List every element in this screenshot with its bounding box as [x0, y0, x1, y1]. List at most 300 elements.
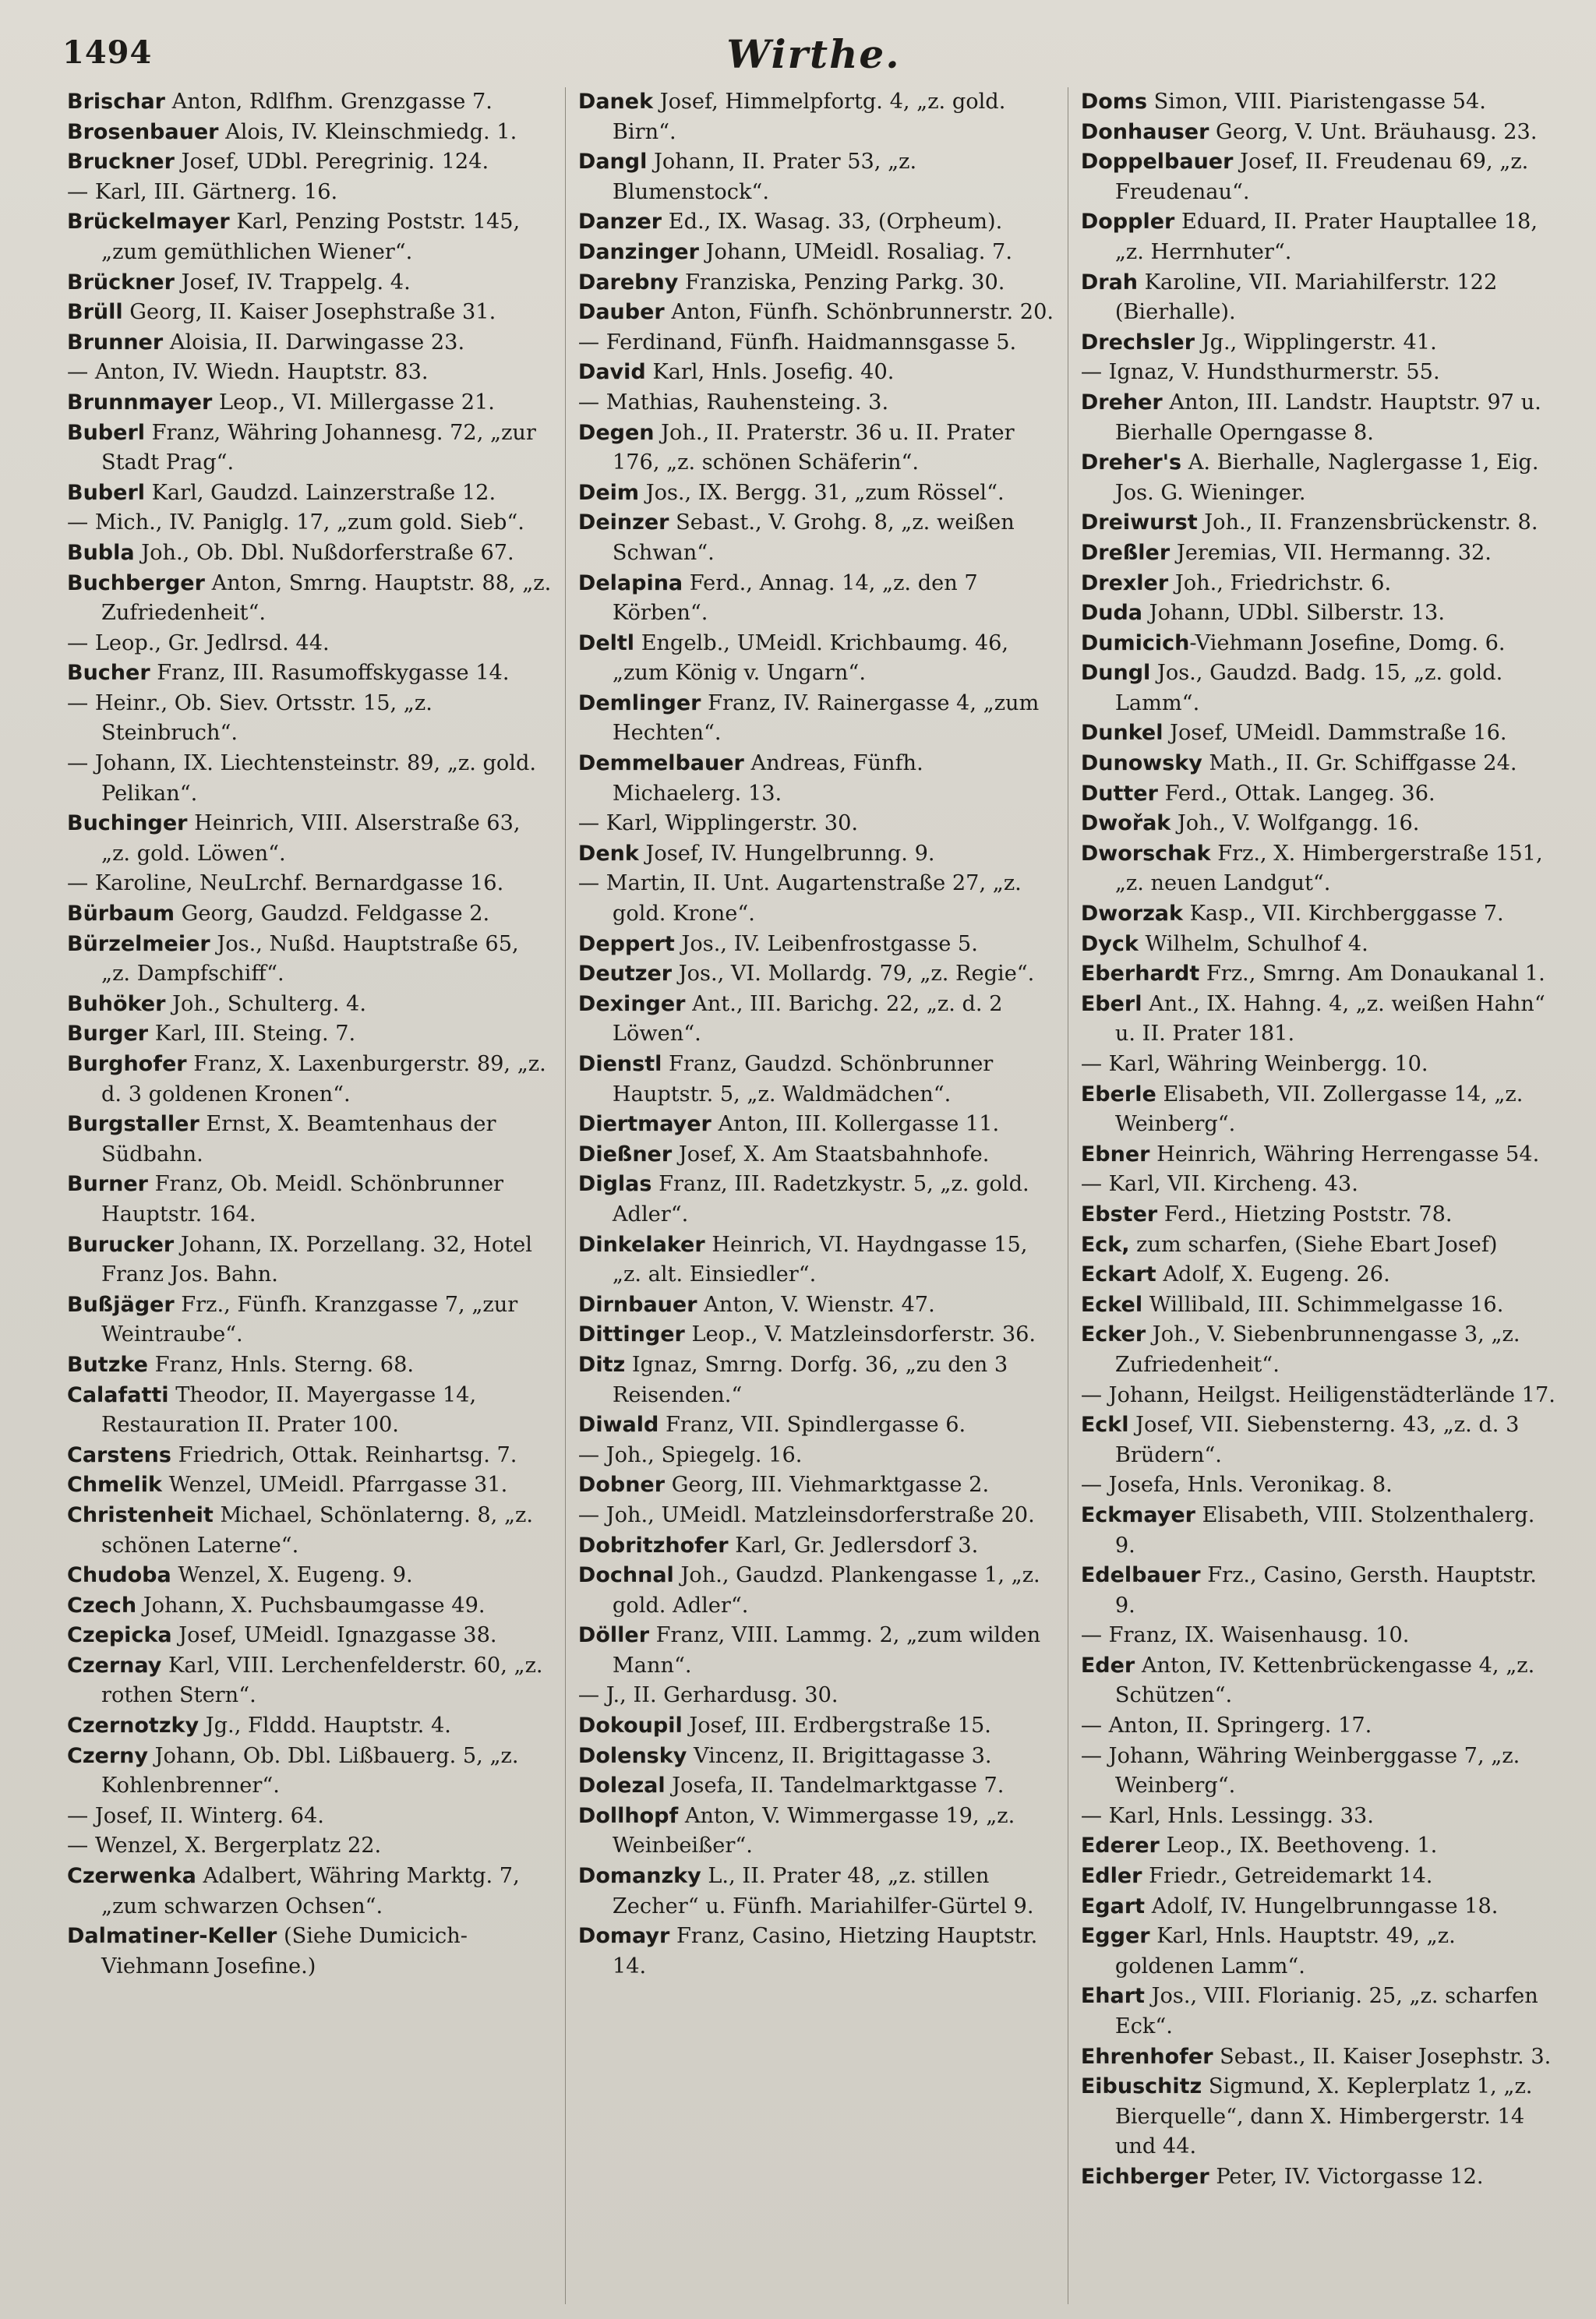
entry-name: Bruckner	[67, 150, 175, 175]
directory-entry	[578, 869, 1057, 929]
entry-details: Leop., V. Matzleinsdorferstr. 36.	[684, 1322, 1036, 1347]
entry-details: Adolf, IV. Hungelbrunngasse 18.	[1145, 1894, 1499, 1918]
entry-details: Jos., IV. Leibenfrostgasse 5.	[674, 931, 978, 956]
entry-details: — J., II. Gerhardusg. 30.	[577, 1683, 839, 1708]
entry-details: — Karl, III. Gärtnerg. 16.	[67, 179, 338, 204]
entry-name: Eder	[1080, 1653, 1135, 1678]
entry-name: Dungl	[1080, 661, 1151, 686]
entry-name: Deltl	[577, 630, 635, 655]
directory-entry	[67, 268, 554, 298]
column-1	[62, 87, 565, 2304]
entry-name: Deim	[577, 480, 640, 505]
directory-entry	[1081, 1922, 1559, 1982]
entry-details: Anton, Smrng. Hauptstr. 88, „z. Zufriedenheit“.	[101, 570, 552, 626]
entry-name: Diglas	[577, 1172, 652, 1197]
entry-name: Deutzer	[577, 962, 673, 987]
entry-details: Georg, V. Unt. Bräuhausg. 23.	[1209, 119, 1538, 144]
entry-name: Dolensky	[577, 1743, 687, 1768]
directory-entry	[578, 1170, 1057, 1230]
directory-entry	[1081, 1742, 1559, 1802]
directory-entry	[1081, 1802, 1559, 1832]
directory-entry	[67, 118, 554, 148]
entry-details: Josef, IV. Hungelbrunng. 9.	[638, 841, 935, 866]
directory-entry	[578, 1862, 1057, 1922]
entry-details: Leop., IX. Beethoveng. 1.	[1159, 1834, 1438, 1858]
entry-details: Anton, V. Wimmergasse 19, „z. Weinbeißer“.	[612, 1803, 1015, 1858]
directory-entry	[578, 1230, 1057, 1290]
directory-entry	[578, 207, 1057, 238]
entry-name: Czech	[67, 1593, 137, 1618]
entry-name: Czerwenka	[67, 1864, 196, 1889]
directory-entry	[67, 328, 554, 358]
entry-name: Dumicich	[1080, 630, 1190, 655]
entry-name: Dittinger	[577, 1322, 685, 1347]
directory-entry	[1081, 930, 1559, 960]
entry-details: Jg., Wipplingerstr. 41.	[1195, 330, 1437, 355]
entry-details: Leop., VI. Millergasse 21.	[212, 390, 495, 415]
entry-name: Dauber	[577, 300, 665, 325]
entry-details: Anton, Fünfh. Schönbrunnerstr. 20.	[664, 300, 1054, 325]
entry-name: Drechsler	[1080, 330, 1195, 355]
entry-name: Ederer	[1080, 1834, 1160, 1858]
entry-name: Calafatti	[67, 1382, 169, 1407]
directory-entry	[578, 569, 1057, 629]
entry-name: Edler	[1080, 1864, 1142, 1889]
entry-name: Buberl	[67, 480, 146, 505]
entry-name: Dreher	[1080, 390, 1163, 415]
entry-details: Ant., IX. Hahng. 4, „z. weißen Hahn“ u. II. Prater 181.	[1114, 991, 1545, 1047]
directory-entry	[67, 869, 554, 899]
entry-details: Frz., Smrng. Am Donaukanal 1.	[1199, 962, 1545, 987]
entry-details: Johann, Ob. Dbl. Lißbauerg. 5, „z. Kohlenbrenner“.	[101, 1743, 519, 1798]
entry-name: Demlinger	[577, 690, 701, 715]
directory-entry	[578, 1711, 1057, 1742]
directory-entry	[578, 839, 1057, 870]
directory-entry	[1081, 1501, 1559, 1561]
entry-details: — Karl, VII. Kircheng. 43.	[1080, 1172, 1358, 1197]
directory-entry	[578, 147, 1057, 207]
entry-details: Anton, III. Kollergasse 11.	[711, 1112, 1000, 1137]
entry-name: Dyck	[1080, 931, 1139, 956]
entry-name: David	[577, 360, 646, 385]
entry-name: Buchberger	[67, 570, 205, 595]
entry-name: Bürbaum	[67, 902, 175, 927]
directory-entry	[67, 1350, 554, 1381]
directory-entry	[1081, 809, 1559, 839]
entry-name: Dolezal	[577, 1774, 666, 1798]
directory-entry	[1081, 388, 1559, 448]
entry-details: Frz., Fünfh. Kranzgasse 7, „zur Weintraube“.	[101, 1292, 518, 1347]
directory-entry	[578, 1561, 1057, 1621]
directory-entry	[1081, 718, 1559, 749]
directory-entry	[1081, 2042, 1559, 2073]
directory-entry	[1081, 1711, 1559, 1742]
directory-entry	[1081, 268, 1559, 328]
entry-details: (Siehe Dumicich-Viehmann Josefine.)	[101, 1924, 468, 1978]
entry-details: Ferd., Annag. 14, „z. den 7 Körben“.	[612, 570, 978, 626]
entry-name: Dunowsky	[1080, 751, 1202, 776]
directory-entry	[67, 478, 554, 509]
entry-details: Elisabeth, VII. Zollergasse 14, „z. Weinberg“.	[1114, 1082, 1524, 1137]
entry-details: — Johann, IX. Liechtensteinstr. 89, „z. gold. Pelikan“.	[67, 751, 537, 806]
entry-details: Johann, UMeidl. Rosaliag. 7.	[698, 239, 1012, 264]
entry-details: Franz, Gaudzd. Schönbrunner Hauptstr. 5, „z. Waldmädchen“.	[612, 1052, 994, 1107]
entry-name: Czerny	[67, 1743, 148, 1768]
entry-details: Franziska, Penzing Parkg. 30.	[678, 270, 1005, 295]
entry-name: Burner	[67, 1172, 148, 1197]
directory-entry	[1081, 1290, 1559, 1321]
entry-details: Jos., VI. Mollardg. 79, „z. Regie“.	[672, 962, 1035, 987]
entry-details: Josef, UMeidl. Dammstraße 16.	[1163, 721, 1507, 746]
entry-details: Franz, Hnls. Sterng. 68.	[147, 1352, 415, 1377]
entry-name: Egart	[1080, 1894, 1146, 1918]
entry-name: Brunnmayer	[67, 390, 213, 415]
entry-name: Ditz	[577, 1352, 626, 1377]
entry-details: Anton, III. Landstr. Hauptstr. 97 u. Bierhalle Operngasse 8.	[1114, 390, 1541, 445]
entry-name: Christenheit	[67, 1502, 214, 1527]
directory-entry	[67, 990, 554, 1020]
entry-details: Franz, VII. Spindlergasse 6.	[659, 1413, 966, 1438]
entry-details: Jos., Nußd. Hauptstraße 65, „z. Dampfschiff“.	[101, 931, 519, 987]
entry-details: Friedr., Getreidemarkt 14.	[1142, 1864, 1433, 1889]
entry-details: — Heinr., Ob. Siev. Ortsstr. 15, „z. Steinbruch“.	[67, 690, 433, 746]
entry-details: Karl, VIII. Lerchenfelderstr. 60, „z. rothen Stern“.	[101, 1653, 543, 1708]
entry-name: Brüll	[67, 300, 123, 325]
entry-name: Ehrenhofer	[1080, 2044, 1213, 2069]
entry-name: Eck,	[1080, 1232, 1130, 1257]
directory-entry	[1081, 1230, 1559, 1261]
entry-name: Czepicka	[67, 1623, 172, 1648]
directory-entry	[1081, 1080, 1559, 1140]
directory-entry	[67, 1110, 554, 1170]
directory-entry	[67, 1470, 554, 1501]
directory-entry	[578, 1320, 1057, 1350]
directory-entry	[1081, 87, 1559, 118]
entry-details: Elisabeth, VIII. Stolzenthalerg. 9.	[1114, 1502, 1535, 1558]
directory-entry	[1081, 1260, 1559, 1290]
entry-name: Dreßler	[1080, 540, 1171, 565]
entry-name: Doppler	[1080, 210, 1175, 235]
page-number: 1494	[62, 34, 153, 71]
entry-name: Eckl	[1080, 1413, 1129, 1438]
directory-entry	[67, 569, 554, 629]
entry-name: Dreher's	[1080, 450, 1182, 475]
directory-entry	[67, 298, 554, 328]
directory-entry	[1081, 1561, 1559, 1621]
directory-entry	[67, 207, 554, 267]
directory-entry	[1081, 358, 1559, 388]
directory-entry	[578, 328, 1057, 358]
page-title: Wirthe.	[726, 31, 901, 77]
directory-entry	[67, 418, 554, 478]
entry-name: Brückelmayer	[67, 210, 230, 235]
entry-details: — Josef, II. Winterg. 64.	[67, 1803, 324, 1828]
directory-entry	[578, 298, 1057, 328]
entry-details: Karl, III. Steing. 7.	[148, 1022, 356, 1047]
entry-name: Danzer	[577, 210, 662, 235]
directory-entry	[1081, 2072, 1559, 2162]
page-header	[62, 31, 1565, 89]
entry-name: Dirnbauer	[577, 1292, 697, 1317]
directory-entry	[1081, 1200, 1559, 1230]
directory-entry	[578, 689, 1057, 749]
directory-entry	[67, 749, 554, 809]
directory-entry	[1081, 1470, 1559, 1501]
entry-details: Peter, IV. Victorgasse 12.	[1209, 2164, 1484, 2189]
directory-entry	[1081, 1140, 1559, 1170]
directory-entry	[1081, 1381, 1559, 1411]
directory-entry	[1081, 538, 1559, 569]
directory-entry	[67, 1381, 554, 1441]
entry-name: Ehart	[1080, 1984, 1145, 2009]
directory-entry	[67, 1441, 554, 1471]
entry-details: Aloisia, II. Darwingasse 23.	[163, 330, 465, 355]
directory-entry	[1081, 1862, 1559, 1892]
entry-name: Butzke	[67, 1352, 148, 1377]
entry-details: Friedrich, Ottak. Reinhartsg. 7.	[171, 1442, 517, 1467]
directory-entry	[578, 1742, 1057, 1772]
directory-entry	[67, 1050, 554, 1110]
entry-details: Josef, IV. Trappelg. 4.	[174, 270, 411, 295]
entry-details: — Mathias, Rauhensteing. 3.	[577, 390, 889, 415]
directory-entry	[578, 1501, 1057, 1531]
directory-entry	[578, 1681, 1057, 1711]
entry-name: Egger	[1080, 1924, 1150, 1949]
entry-details: Wenzel, X. Eugeng. 9.	[171, 1563, 413, 1588]
directory-entry	[1081, 990, 1559, 1050]
entry-name: Demmelbauer	[577, 751, 744, 776]
entry-name: Dangl	[577, 150, 648, 175]
entry-name: Dobner	[577, 1473, 666, 1498]
entry-name: Burucker	[67, 1232, 175, 1257]
entry-details: Ferd., Hietzing Poststr. 78.	[1157, 1202, 1453, 1227]
entry-details: Josefa, II. Tandelmarktgasse 7.	[665, 1774, 1005, 1798]
entry-name: Chudoba	[67, 1563, 171, 1588]
directory-entry	[578, 629, 1057, 689]
directory-entry	[1081, 1831, 1559, 1862]
entry-details: Karl, Hnls. Josefig. 40.	[645, 360, 895, 385]
directory-entry	[578, 990, 1057, 1050]
entry-name: Eckel	[1080, 1292, 1143, 1317]
entry-details: Heinrich, VIII. Alserstraße 63, „z. gold. Löwen“.	[101, 811, 521, 866]
entry-details: zum scharfen, (Siehe Ebart Josef)	[1129, 1232, 1498, 1257]
directory-entry	[1081, 2162, 1559, 2193]
entry-details: Georg, Gaudzd. Feldgasse 2.	[175, 902, 490, 927]
entry-details: — Johann, Heilgst. Heiligenstädterlände 17.	[1080, 1382, 1555, 1407]
entry-details: Vincenz, II. Brigittagasse 3.	[687, 1743, 992, 1768]
entry-details: Joh., II. Praterstr. 36 u. II. Prater 176, „z. schönen Schäferin“.	[612, 420, 1015, 475]
directory-entry	[1081, 508, 1559, 538]
entry-details: Frz., Casino, Gersth. Hauptstr. 9.	[1114, 1563, 1537, 1618]
entry-details: Joh., V. Siebenbrunnengasse 3, „z. Zufriedenheit“.	[1114, 1322, 1520, 1377]
directory-entry	[1081, 569, 1559, 599]
entry-details: Georg, II. Kaiser Josephstraße 31.	[122, 300, 496, 325]
directory-entry	[67, 930, 554, 990]
entry-details: Joh., II. Franzensbrückenstr. 8.	[1197, 510, 1538, 535]
entry-name: Eckart	[1080, 1262, 1156, 1287]
entry-details: Math., II. Gr. Schiffgasse 24.	[1202, 751, 1517, 776]
entry-details: Josef, Himmelpfortg. 4, „z. gold. Birn“.	[612, 90, 1006, 144]
directory-entry	[578, 959, 1057, 990]
directory-entry	[578, 87, 1057, 147]
entry-name: Brunner	[67, 330, 164, 355]
entry-details: Willibald, III. Schimmelgasse 16.	[1142, 1292, 1504, 1317]
directory-entry	[1081, 448, 1559, 508]
entry-details: Heinrich, Währing Herrengasse 54.	[1149, 1142, 1540, 1167]
entry-name: Bucher	[67, 661, 150, 686]
entry-details: Ant., III. Barichg. 22, „z. d. 2 Löwen“.	[612, 991, 1003, 1047]
directory-entry	[1081, 1982, 1559, 2042]
directory-columns	[62, 87, 1570, 2304]
directory-entry	[578, 1140, 1057, 1170]
entry-details: Jg., Flddd. Hauptstr. 4.	[199, 1714, 451, 1738]
directory-entry	[1081, 1410, 1559, 1470]
entry-details: Joh., Friedrichstr. 6.	[1168, 570, 1392, 595]
column-3	[1068, 87, 1570, 2304]
entry-details: Franz, X. Laxenburgerstr. 89, „z. d. 3 goldenen Kronen“.	[101, 1052, 546, 1107]
entry-name: Delapina	[577, 570, 683, 595]
entry-name: Chmelik	[67, 1473, 162, 1498]
directory-entry	[578, 1531, 1057, 1562]
directory-entry	[67, 87, 554, 118]
entry-name: Bubla	[67, 540, 135, 565]
entry-details: Jos., IX. Bergg. 31, „zum Rössel“.	[639, 480, 1005, 505]
directory-entry	[67, 1621, 554, 1651]
entry-details: Franz, VIII. Lammg. 2, „zum wilden Mann“.	[612, 1623, 1041, 1678]
directory-entry	[578, 1771, 1057, 1802]
directory-entry	[67, 1290, 554, 1350]
directory-entry	[1081, 779, 1559, 810]
entry-name: Eberl	[1080, 991, 1142, 1016]
entry-name: Degen	[577, 420, 655, 445]
entry-name: Dworschak	[1080, 841, 1211, 866]
entry-details: Karl, Hnls. Hauptstr. 49, „z. goldenen Lamm“.	[1114, 1924, 1456, 1978]
entry-details: Franz, III. Radetzkystr. 5, „z. gold. Adler“.	[612, 1172, 1029, 1227]
entry-name: Dießner	[577, 1142, 673, 1167]
entry-name: Diwald	[577, 1413, 659, 1438]
entry-name: Dokoupil	[577, 1714, 683, 1738]
directory-entry	[1081, 839, 1559, 899]
directory-entry	[1081, 118, 1559, 148]
entry-details: Anton, V. Wienstr. 47.	[697, 1292, 935, 1317]
directory-entry	[67, 1230, 554, 1290]
entry-details: — Karl, Hnls. Lessingg. 33.	[1080, 1803, 1374, 1828]
directory-entry	[67, 1711, 554, 1742]
entry-details: Joh., Gaudzd. Plankengasse 1, „z. gold. Adler“.	[612, 1563, 1040, 1618]
entry-details: Michael, Schönlaterng. 8, „z. schönen Laterne“.	[101, 1502, 534, 1558]
entry-details: Karl, Gaudzd. Lainzerstraße 12.	[145, 480, 496, 505]
entry-name: Doppelbauer	[1080, 150, 1234, 175]
entry-name: Drexler	[1080, 570, 1169, 595]
entry-name: Carstens	[67, 1442, 171, 1467]
entry-details: Sebast., V. Grohg. 8, „z. weißen Schwan“.	[612, 510, 1015, 565]
entry-name: Ebster	[1080, 1202, 1158, 1227]
directory-entry	[578, 238, 1057, 268]
entry-name: Dollhopf	[577, 1803, 679, 1828]
directory-entry	[67, 809, 554, 869]
entry-details: Kasp., VII. Kirchberggasse 7.	[1182, 902, 1504, 927]
directory-entry	[67, 689, 554, 749]
directory-entry	[1081, 1621, 1559, 1651]
directory-entry	[1081, 1050, 1559, 1080]
directory-entry	[67, 508, 554, 538]
entry-details: Josef, II. Freudenau 69, „z. Freudenau“.	[1114, 150, 1529, 204]
entry-details: Anton, IV. Kettenbrückengasse 4, „z. Schützen“.	[1114, 1653, 1535, 1708]
entry-details: Heinrich, VI. Haydngasse 15, „z. alt. Einsiedler“.	[612, 1232, 1028, 1287]
entry-name: Burgstaller	[67, 1112, 200, 1137]
directory-entry	[1081, 1170, 1559, 1200]
directory-entry	[67, 388, 554, 418]
entry-name: Ecker	[1080, 1322, 1146, 1347]
entry-details: Joh., Schulterg. 4.	[165, 991, 366, 1016]
directory-entry	[67, 899, 554, 930]
entry-name: Dunkel	[1080, 721, 1163, 746]
directory-entry	[67, 1802, 554, 1832]
entry-name: Brischar	[67, 90, 165, 114]
entry-details: Simon, VIII. Piaristengasse 54.	[1147, 90, 1486, 114]
directory-entry	[67, 1831, 554, 1862]
directory-entry	[578, 930, 1057, 960]
entry-details: -Viehmann Josefine, Domg. 6.	[1189, 630, 1506, 655]
entry-details: — Wenzel, X. Bergerplatz 22.	[67, 1834, 382, 1858]
entry-details: Anton, Rdlfhm. Grenzgasse 7.	[164, 90, 493, 114]
entry-name: Dutter	[1080, 781, 1158, 806]
entry-name: Drah	[1080, 270, 1139, 295]
entry-details: — Anton, II. Springerg. 17.	[1080, 1714, 1372, 1738]
entry-details: Ernst, X. Beamtenhaus der Südbahn.	[101, 1112, 496, 1167]
entry-name: Bußjäger	[67, 1292, 175, 1317]
entry-details: Johann, X. Puchsbaumgasse 49.	[136, 1593, 486, 1618]
entry-details: Karl, Gr. Jedlersdorf 3.	[728, 1533, 979, 1558]
entry-name: Burghofer	[67, 1052, 187, 1076]
directory-entry	[1081, 629, 1559, 659]
entry-details: Jeremias, VII. Hermanng. 32.	[1170, 540, 1492, 565]
entry-details: Jos., VIII. Florianig. 25, „z. scharfen Eck“.	[1114, 1984, 1538, 2038]
entry-details: Ed., IX. Wasag. 33, (Orpheum).	[662, 210, 1003, 235]
entry-details: Josef, VII. Siebensterng. 43, „z. d. 3 Brüdern“.	[1114, 1413, 1520, 1467]
entry-name: Deinzer	[577, 510, 669, 535]
entry-name: Eckmayer	[1080, 1502, 1195, 1527]
directory-entry	[1081, 658, 1559, 718]
directory-entry	[578, 1621, 1057, 1681]
entry-details: Franz, Ob. Meidl. Schönbrunner Hauptstr. 164.	[101, 1172, 504, 1227]
entry-name: Duda	[1080, 601, 1143, 626]
directory-entry	[67, 147, 554, 178]
directory-entry	[67, 538, 554, 569]
entry-details: Georg, III. Viehmarktgasse 2.	[665, 1473, 990, 1498]
directory-entry	[578, 388, 1057, 418]
directory-entry	[578, 1470, 1057, 1501]
entry-name: Dexinger	[577, 991, 686, 1016]
directory-entry	[1081, 328, 1559, 358]
entry-name: Danek	[577, 90, 654, 114]
entry-name: Czernay	[67, 1653, 162, 1678]
entry-details: Ignaz, Smrng. Dorfg. 36, „zu den 3 Reisenden.“	[612, 1352, 1008, 1407]
entry-details: Josef, III. Erdbergstraße 15.	[682, 1714, 991, 1738]
entry-name: Dworzak	[1080, 902, 1183, 927]
entry-details: Franz, Casino, Hietzing Hauptstr. 14.	[612, 1924, 1038, 1978]
entry-details: Franz, Währing Johannesg. 72, „zur Stadt Prag“.	[101, 420, 536, 475]
entry-details: — Martin, II. Unt. Augartenstraße 27, „z. gold. Krone“.	[577, 871, 1022, 927]
entry-details: L., II. Prater 48, „z. stillen Zecher“ u. Fünfh. Mariahilfer-Gürtel 9.	[612, 1864, 1034, 1918]
directory-entry	[1081, 1892, 1559, 1922]
entry-details: Andreas, Fünfh. Michaelerg. 13.	[612, 751, 923, 806]
entry-details: Johann, IX. Porzellang. 32, Hotel Franz Jos. Bahn.	[101, 1232, 532, 1287]
entry-name: Eibuschitz	[1080, 2074, 1202, 2099]
entry-details: Wilhelm, Schulhof 4.	[1138, 931, 1368, 956]
directory-entry	[578, 418, 1057, 478]
entry-details: — Leop., Gr. Jedlrsd. 44.	[67, 630, 330, 655]
